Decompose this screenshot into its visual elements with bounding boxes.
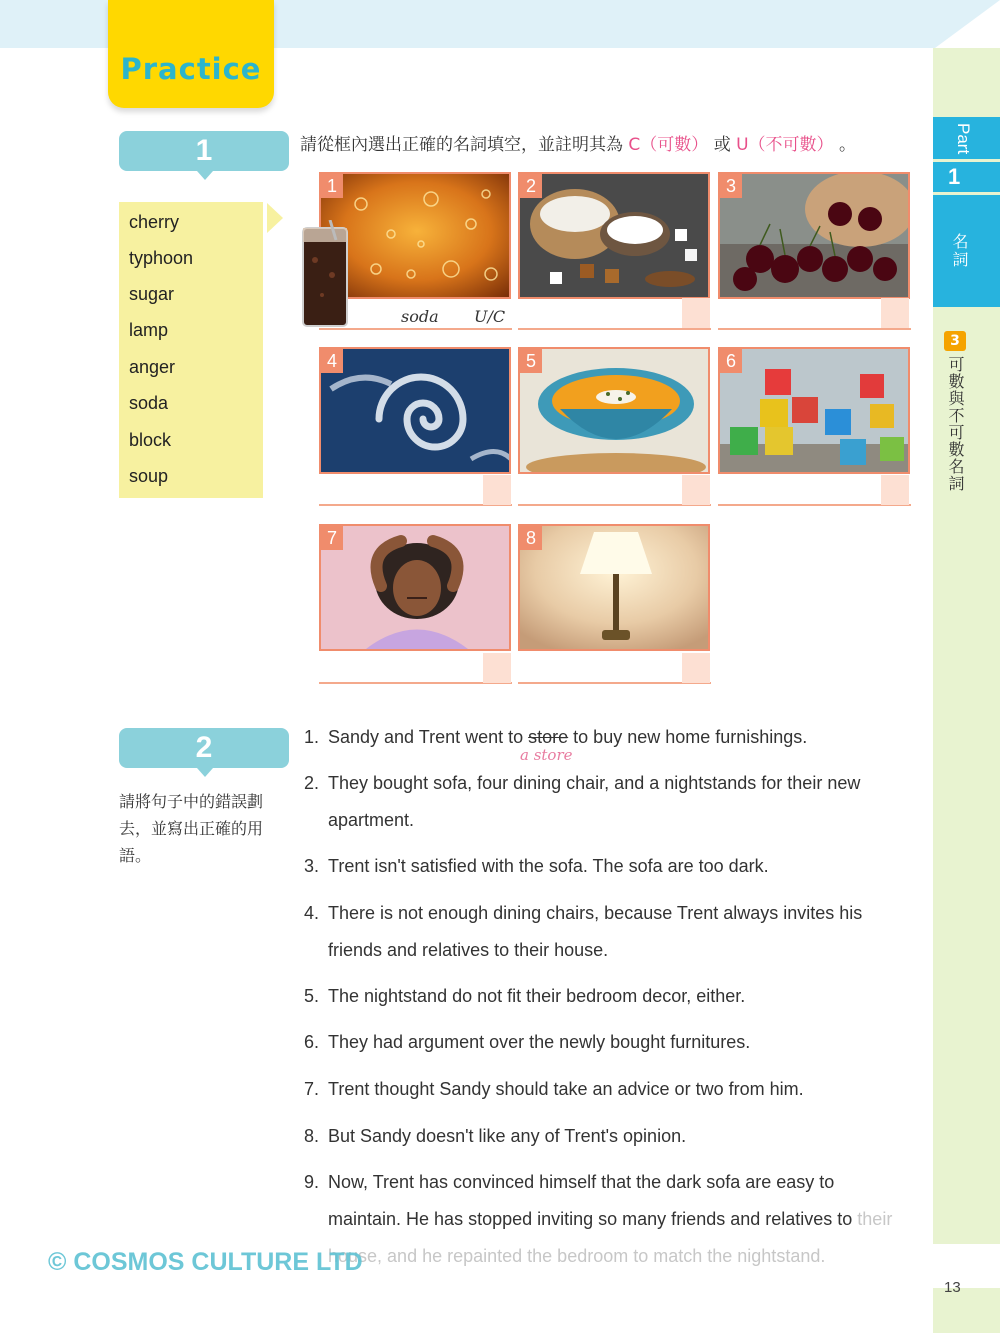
header-band-corner [935,0,1000,48]
card-number: 4 [321,349,343,373]
sentence-text: to buy new home furnishings. [568,727,808,747]
answer-type-box [682,475,710,505]
struck-word: store [528,727,569,747]
sentence-item [304,895,904,969]
sentence-text: Sandy and Trent went to [328,727,529,747]
section-2-badge: 2 [119,728,289,768]
card-number: 3 [720,174,742,198]
instruction-or: 或 [713,135,731,155]
sentence-item [304,1118,904,1155]
answer-type: U/C [474,307,506,326]
card-number: 1 [321,174,343,198]
word-box-arrow [267,203,283,233]
page-number: 13 [944,1279,961,1296]
sidebar-part-number-text: 1 [948,164,961,189]
word-item: anger [129,357,176,377]
sentence-number: 8. [304,1126,320,1146]
answer-type-box [881,475,909,505]
typhoon-image [321,349,511,474]
soup-image [520,349,710,474]
cherry-image [720,174,910,299]
sidebar-chapter-tab [933,195,1000,307]
sugar-image [520,174,710,299]
sidebar-section-badge: 3 [944,331,966,351]
sentence-text: The nightstand do not fit their bedroom decor, either. [328,986,746,1006]
word-item: cherry [129,212,180,232]
card-number: 6 [720,349,742,373]
word-item: typhoon [129,248,194,268]
card-anger [319,524,511,651]
word-item: lamp [129,320,169,340]
sentence-number: 6. [304,1032,320,1052]
section-1-instruction [300,130,856,155]
card-cherry [718,172,910,299]
answer-type-box [682,653,710,683]
card-number: 2 [520,174,542,198]
answer-line [319,328,512,330]
sentence-number: 9. [304,1172,320,1192]
sidebar-part-number [933,162,1000,192]
sentence-number: 1. [304,727,320,747]
sentence-number: 5. [304,986,320,1006]
sentence-item [304,1024,904,1061]
word-item: soup [129,466,169,486]
sidebar-section-title: 可數與不可數名詞 [946,356,965,492]
sentence-text: Trent thought Sandy should take an advice or two from him. [328,1079,804,1099]
section-2-instruction: 請將句子中的錯誤劃去，並寫出正確的用語。 [119,792,264,865]
word-item: sugar [129,284,175,304]
sidebar-chapter-label: 名詞 [950,233,969,269]
sentence-text: But Sandy doesn't like any of Trent's opinion. [328,1126,687,1146]
sentence-item [304,978,904,1015]
sentence-text-faded: their house, and he repainted the bedroom to match the nightstand. [328,1209,893,1266]
sentence-text: Trent isn't satisfied with the sofa. The sofa are too dark. [328,856,769,876]
sentence-item [304,1164,904,1275]
sentence-text: There is not enough dining chairs, because Trent always invites his friends and relatives to their house. [328,903,863,960]
sentence-number: 3. [304,856,320,876]
answer-type-box [483,653,511,683]
practice-tab [108,0,274,108]
card-number: 7 [321,526,343,550]
word-box [119,202,263,498]
card-blocks [718,347,910,474]
card-number: 8 [520,526,542,550]
section-1-badge: 1 [119,131,289,171]
sentence-number: 7. [304,1079,320,1099]
card-soup [518,347,710,474]
card-typhoon [319,347,511,474]
answer-line [518,328,711,330]
card-sugar [518,172,710,299]
sentence-item [304,1071,904,1108]
anger-image [321,526,511,651]
sentence-item [304,765,904,839]
answer-type-box [483,475,511,505]
sidebar-part-tab [933,117,1000,159]
word-item: soda [129,393,169,413]
card-number: 5 [520,349,542,373]
blocks-image [720,349,910,474]
answer-line [718,328,911,330]
word-item: block [129,430,172,450]
answer-type-box [881,298,909,328]
answer-type-box [682,298,710,328]
sentence-item [304,719,904,756]
instruction-pre: 請從框內選出正確的名詞填空，並註明其為 [300,135,623,155]
sentence-text: They had argument over the newly bought furnitures. [328,1032,751,1052]
answer-word: soda [401,307,439,326]
instruction-countable: C（可數） [628,135,709,155]
card-lamp [518,524,710,651]
sentence-text: Now, Trent has convinced himself that the dark sofa are easy to maintain. He has stopped inviting so many friends and relatives to [328,1172,858,1229]
sentence-item [304,848,904,885]
handwritten-correction: a store [520,746,573,764]
lamp-image [520,526,710,651]
copyright-watermark: © COSMOS CULTURE LTD [48,1248,363,1276]
sentence-text: They bought sofa, four dining chair, and a nightstands for their new apartment. [328,773,861,830]
soda-glass-icon [300,220,352,330]
sidebar-part-label: Part [954,123,973,155]
instruction-uncountable: U（不可數） [736,135,834,155]
sentence-number: 2. [304,773,320,793]
sentence-number: 4. [304,903,320,923]
instruction-end: 。 [838,135,856,155]
practice-label: Practice [120,52,262,86]
